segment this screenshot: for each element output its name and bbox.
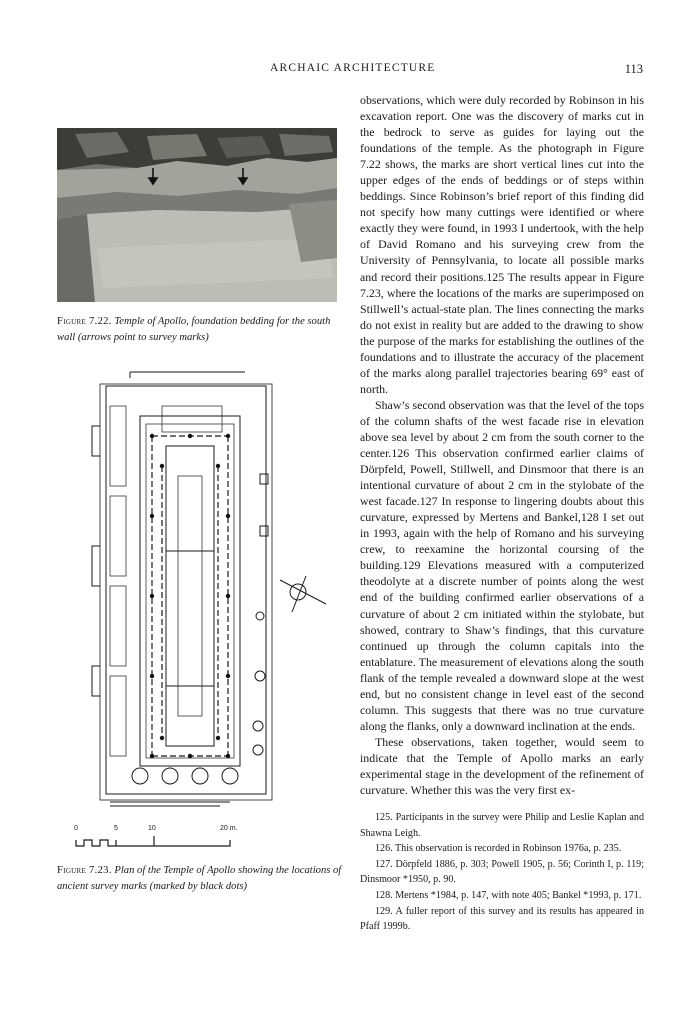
body-text [360,92,644,798]
stylobate [140,416,240,766]
figure-label: Figure 7.22. [57,316,112,327]
paragraph: observations, which were duly recorded by Robinson in his excavation report. One was the discovery of marks cut in the bedrock to serve as guides for laying out the foundations of the temple. As the photograph in Figure 7.22 shows, the marks are short vertical lines cut into the upper edges of the ends of beddings or of steps within beddings. Since Robinson’s brief report of this finding did not specify how many cuttings were identified or where exactly they were found, in 1993 I undertook, with the help of David Romano and his surveying crew from the University of Pennsylvania, to locate all possible marks and record their positions.125 The results appear in Figure 7.23, where the locations of the marks are superimposed on Stillwell’s actual-state plan. The lines connecting the marks do not exist in reality but are added to the drawing to show the purpose of the marks for establishing the outlines of the foundations and to illustrate the accuracy of the placement of the marks along parallel trajectories bearing 69° east of north. [360,93,644,396]
figure-7-22-photo [57,128,337,302]
figure-7-23-caption [57,863,342,895]
paragraph: Shaw’s second observation was that the level of the tops of the column shafts of the west facade rise in elevation above sea level by about 2 cm from the south corner to the center.126 This observation confirmed earlier claims of Dörpfeld, Powell, Stillwell, and Dinsmoor that there is an intentional curvature of about 2 cm in the stylobate of the west facade.127 In response to lingering doubts about this curvature, expressed by Mertens and Bankel,128 I set out in 1993, again with the help of Romano and his surveying crew, to reexamine the horizontal coursing of the building.129 Elevations measured with a computerized theodolyte at a discrete number of points along the west end of the building confirmed earlier observations of a curvature of about 2 cm initiated within the stylobate, but showed, contrary to Shaw’s findings, that this curvature continued up through the column capitals into the entablature. The measurement of elevations along the south flank of the temple revealed a downward slope at the west end, but no consistent change in level east of the second column. This suggests that there was no true curvature along the flanks, only a downward inclination at the ends. [360,397,644,733]
footnote: 125. Participants in the survey were Philip and Leslie Kaplan and Shawna Leigh. [360,812,644,839]
footnote: 128. Mertens *1984, p. 147, with note 405; Bankel *1993, p. 171. [375,889,642,901]
scale-label-0: 0 [74,825,78,832]
running-head: ARCHAIC ARCHITECTURE [270,62,436,74]
scale-label-20: 20 m. [220,825,238,832]
page-number: 113 [624,62,643,76]
foundation-bedding-photo [57,128,337,302]
scale-bar [70,822,280,852]
caption-text: Plan of the Temple of Apollo showing the locations of ancient survey marks (marked by black dots) [57,865,342,892]
paragraph: These observations, taken together, would seem to indicate that the Temple of Apollo marks an early experimental stage in the development of the refinement of curvature. Whether this was the very first ex- [360,734,644,798]
scale-label-10: 10 [148,825,156,832]
temple-plan-drawing [70,366,340,846]
figure-label: Figure 7.23. [57,865,112,876]
cella [166,446,214,746]
footnote: 129. A fuller report of this survey and its results has appeared in Pfaff 1999b. [360,905,644,933]
footnotes [360,810,644,935]
caption-text: Temple of Apollo, foundation bedding for the south wall (arrows point to survey marks) [57,316,331,343]
footnote: 127. Dörpfeld 1886, p. 303; Powell 1905, p. 56; Corinth I, p. 119; Dinsmoor *1950, p. 90. [360,858,644,886]
footnote: 126. This observation is recorded in Robinson 1976a, p. 235. [375,843,622,855]
figure-7-22-caption [57,314,342,346]
scale-label-5: 5 [114,825,118,832]
outer-foundation [106,386,266,794]
